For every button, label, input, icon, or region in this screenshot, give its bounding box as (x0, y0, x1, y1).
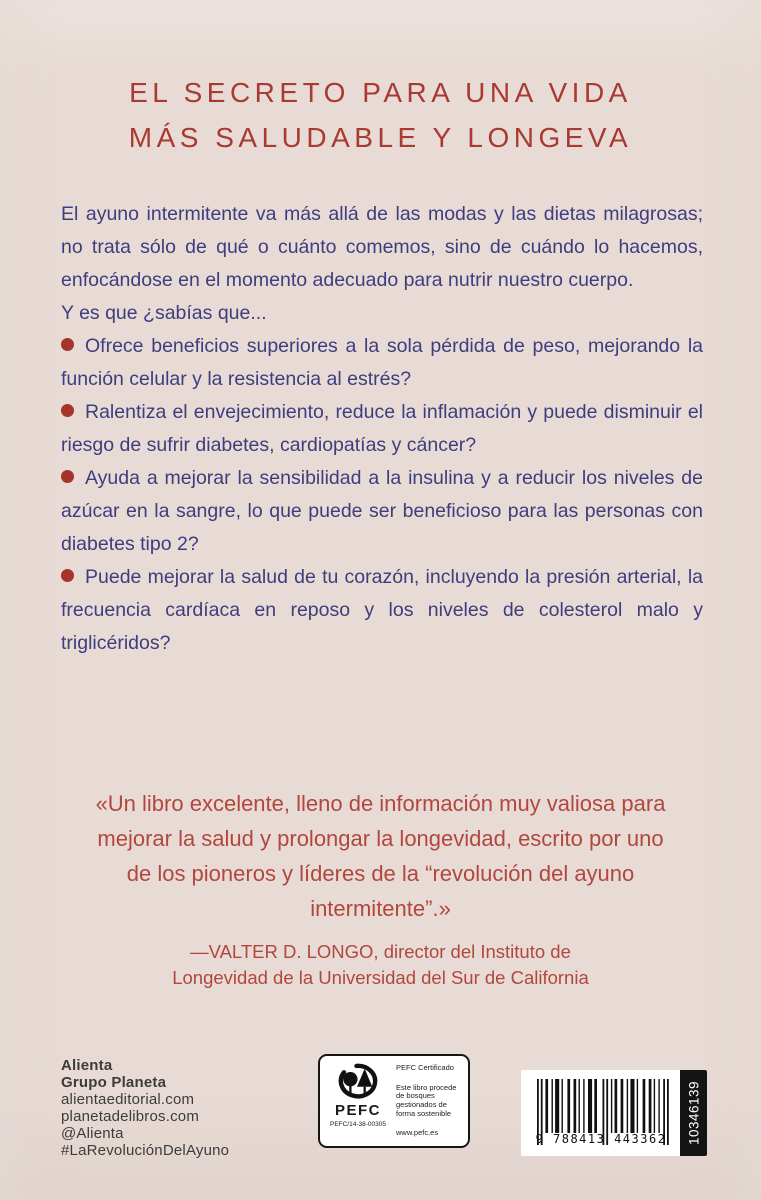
quote-attribution (0, 939, 761, 991)
product-code-strip (680, 1070, 707, 1156)
pefc-license-number: PEFC/14-38-00305 (329, 1121, 386, 1128)
bullet-text: Ayuda a mejorar la sensibilidad a la insulina y a reducir los niveles de azúcar en la sangre, lo que puede ser beneficioso para las personas con diabetes tipo 2? (61, 467, 703, 555)
pefc-url: www.pefc.es (396, 1128, 439, 1138)
pefc-wordmark: PEFC (334, 1102, 381, 1119)
pefc-text-column (396, 1062, 461, 1141)
book-title (0, 70, 761, 160)
review-quote: «Un libro excelente, lleno de información muy valiosa para mejorar la salud y prolongar la longevidad, escrito por uno de los pioneros y líderes de la “revolución del ayuno intermitente”.» (95, 791, 666, 921)
publisher-website: alientaeditorial.com (61, 1091, 195, 1108)
book-title-line2: MÁS SALUDABLE Y LONGEVA (128, 122, 633, 153)
bullet-item (61, 330, 703, 396)
publisher-social-handle: @Alienta (61, 1125, 124, 1142)
pefc-certified-text: PEFC Certificado (396, 1063, 454, 1072)
publisher-hashtag: #LaRevoluciónDelAyuno (61, 1142, 230, 1159)
bullet-text: Ofrece beneficios superiores a la sola pérdida de peso, mejorando la función celular y la resistencia al estrés? (61, 335, 703, 390)
intro-lead-in: Y es que ¿sabías que... (61, 302, 267, 324)
isbn-number: 9 788413 443362 (535, 1132, 667, 1146)
publisher-imprint: Alienta (61, 1057, 113, 1074)
bullet-dot-icon (61, 569, 74, 582)
bullet-item (61, 396, 703, 462)
pefc-trees-icon (335, 1062, 381, 1102)
bullet-dot-icon (61, 404, 74, 417)
pefc-description: Este libro procede de bosques gestionados de forma sostenible (396, 1082, 457, 1118)
pefc-logo-column (327, 1062, 389, 1141)
publisher-website-2: planetadelibros.com (61, 1108, 200, 1125)
review-quote-block (0, 786, 761, 991)
intro-paragraph: El ayuno intermitente va más allá de las modas y las dietas milagrosas; no trata sólo de qué o cuánto comemos, sino de cuándo lo hacemos, enfocándose en el momento adecuado para nutrir nuestro cuerpo. (61, 203, 703, 291)
quote-attribution-line1: —VALTER D. LONGO, director del Instituto de (190, 941, 571, 962)
bullet-dot-icon (61, 470, 74, 483)
pefc-certification-label (318, 1054, 470, 1148)
book-title-line1: EL SECRETO PARA UNA VIDA (129, 77, 632, 108)
bullet-dot-icon (61, 338, 74, 351)
isbn-barcode (521, 1070, 707, 1156)
bullet-item (61, 561, 703, 660)
product-code: 10346139 (686, 1080, 701, 1146)
bullet-text: Puede mejorar la salud de tu corazón, incluyendo la presión arterial, la frecuencia cardíaca en reposo y los niveles de colesterol malo y triglicéridos? (61, 566, 703, 654)
publisher-info (61, 1057, 229, 1159)
body-text-column (61, 198, 703, 660)
publisher-group: Grupo Planeta (61, 1074, 167, 1091)
bullet-text: Ralentiza el envejecimiento, reduce la inflamación y puede disminuir el riesgo de sufrir diabetes, cardiopatías y cáncer? (61, 401, 703, 456)
bullet-item (61, 462, 703, 561)
quote-attribution-line2: Longevidad de la Universidad del Sur de California (172, 967, 589, 988)
